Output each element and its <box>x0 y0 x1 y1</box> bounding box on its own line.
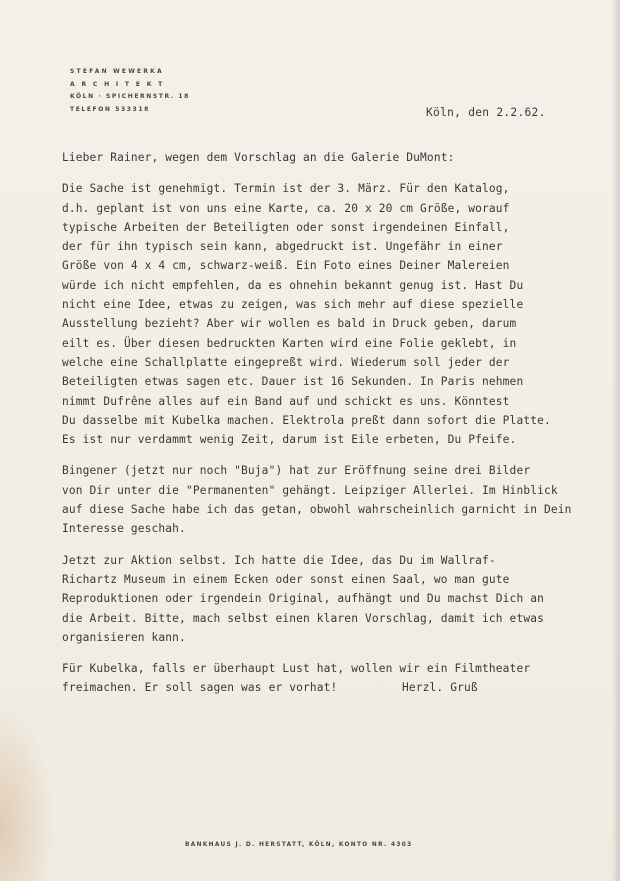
text-line: Die Sache ist genehmigt. Termin ist der 3. März. Für den Katalog, <box>62 182 510 196</box>
text-line: Ausstellung bezieht? Aber wir wollen es bald in Druck geben, darum <box>62 317 517 331</box>
paragraph-2 <box>62 461 614 538</box>
letterhead-phone: TELEFON 533318 <box>70 105 150 113</box>
footer-bank-details: BANKHAUS J. D. HERSTATT, KÖLN, KONTO NR. 4303 <box>185 842 413 848</box>
text-line: Reproduktionen oder irgendein Original, aufhängt und Du machst Dich an <box>62 592 544 606</box>
text-line: typische Arbeiten der Beteiligten oder sonst irgendeinen Einfall, <box>62 220 510 234</box>
text-line: der für ihn typisch sein kann, abgedruckt ist. Ungefähr in einer <box>62 240 503 254</box>
letter-date: Köln, den 2.2.62. <box>426 106 546 119</box>
text-line: nicht eine Idee, etwas zu zeigen, was sich mehr auf diese spezielle <box>62 298 524 312</box>
text-line: nimmt Dufrêne alles auf ein Band auf und schickt es uns. Könntest <box>62 394 510 408</box>
text-line: welche eine Schallplatte eingepreßt wird. Wiederum soll jeder der <box>62 355 510 369</box>
text-line: auf diese Sache habe ich das getan, obwohl wahrscheinlich garnicht in Dein <box>62 503 572 517</box>
letterhead-title: ARCHITEKT <box>70 80 170 88</box>
paper-stain <box>0 700 55 881</box>
text-line: Es ist nur verdammt wenig Zeit, darum ist Eile erbeten, Du Pfeife. <box>62 433 517 447</box>
text-line: Bingener (jetzt nur noch "Buja") hat zur Eröffnung seine drei Bilder <box>62 464 531 478</box>
letterhead-name: STEFAN WEWERKA <box>70 68 164 75</box>
letterhead-address: KÖLN · SPICHERNSTR. 18 <box>70 93 190 100</box>
text-line: freimachen. Er soll sagen was er vorhat! <box>62 681 338 695</box>
letterhead <box>70 66 190 116</box>
signoff-line <box>62 678 614 697</box>
text-line: eilt es. Über diesen bedruckten Karten wird eine Folie geklebt, in <box>62 336 517 350</box>
letter-body <box>62 148 614 698</box>
text-line: würde ich nicht empfehlen, da es ohnehin bekannt genug ist. Hast Du <box>62 278 524 292</box>
text-line: die Arbeit. Bitte, mach selbst einen klaren Vorschlag, damit ich etwas <box>62 611 544 625</box>
text-line: Richartz Museum in einem Ecken oder sonst einen Saal, wo man gute <box>62 572 510 586</box>
text-line: Du dasselbe mit Kubelka machen. Elektrola preßt dann sofort die Platte. <box>62 413 551 427</box>
text-line: Interesse geschah. <box>62 522 186 536</box>
salutation: Lieber Rainer, wegen dem Vorschlag an die Galerie DuMont: <box>62 151 455 164</box>
paragraph-3 <box>62 551 614 647</box>
text-line: Jetzt zur Aktion selbst. Ich hatte die Idee, das Du im Wallraf- <box>62 553 496 567</box>
paragraph-4 <box>62 659 614 698</box>
text-line: Für Kubelka, falls er überhaupt Lust hat, wollen wir ein Filmtheater <box>62 662 531 676</box>
text-line: Größe von 4 x 4 cm, schwarz-weiß. Ein Foto eines Deiner Malereien <box>62 259 510 273</box>
closing: Herzl. Gruß <box>402 681 478 695</box>
paragraph-1 <box>62 179 614 449</box>
text-line: Beteiligten etwas sagen etc. Dauer ist 16 Sekunden. In Paris nehmen <box>62 375 524 389</box>
text-line: d.h. geplant ist von uns eine Karte, ca. 20 x 20 cm Größe, worauf <box>62 201 510 215</box>
text-line: organisieren kann. <box>62 630 186 644</box>
text-line: von Dir unter die "Permanenten" gehängt. Leipziger Allerlei. Im Hinblick <box>62 483 558 497</box>
